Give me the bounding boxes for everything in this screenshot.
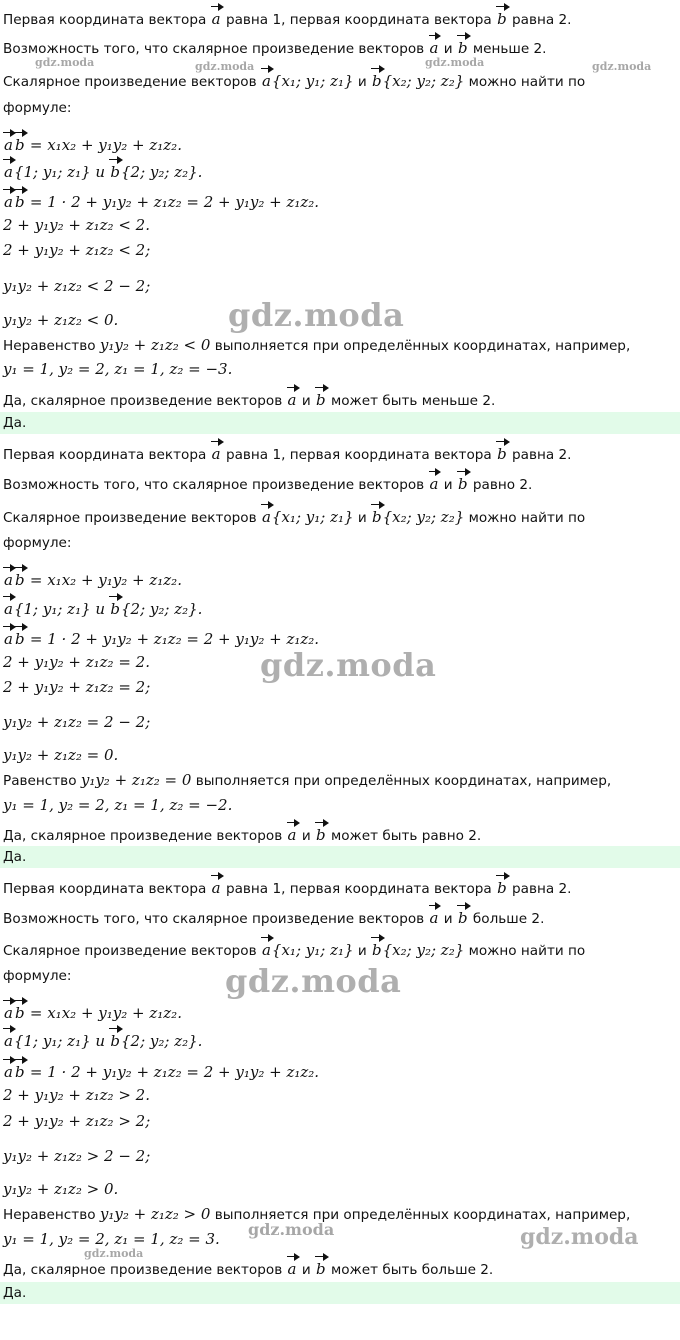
condition-line: Неравенство y₁y₂ + z₁z₂ < 0 выполняется при определённых координатах, например, <box>3 336 631 354</box>
watermark: gdz.moda <box>248 1220 335 1239</box>
vector-coordinates: a{1; y₁; z₁} и b{2; y₂; z₂}. <box>4 1032 203 1050</box>
condition-line: Равенство y₁y₂ + z₁z₂ = 0 выполняется при определённых координатах, например, <box>3 771 612 789</box>
vector-coordinates: a{1; y₁; z₁} и b{2; y₂; z₂}. <box>4 163 203 181</box>
math-step: 2 + y₁y₂ + z₁z₂ < 2; <box>3 241 151 259</box>
example-values: y₁ = 1, y₂ = 2, z₁ = 1, z₂ = −2. <box>3 796 233 814</box>
dot-product-formula: a b = x₁x₂ + y₁y₂ + z₁z₂. <box>4 571 182 589</box>
answer-box: Да. <box>0 1282 680 1304</box>
intro-line: Первая координата вектора a равна 1, первая координата вектора b равна 2. <box>3 445 572 463</box>
formula-intro-line: Скалярное произведение векторов a{x₁; y₁; z₁} и b{x₂; y₂; z₂} можно найти по <box>3 72 586 90</box>
answer-box: Да. <box>0 846 680 868</box>
formula-label: формуле: <box>3 535 72 551</box>
vector-a-symbol: a <box>429 39 439 57</box>
math-step: y₁y₂ + z₁z₂ < 0. <box>3 311 119 329</box>
example-values: y₁ = 1, y₂ = 2, z₁ = 1, z₂ = 3. <box>3 1230 220 1248</box>
solution-part-greater <box>0 872 680 1308</box>
math-step: 2 + y₁y₂ + z₁z₂ > 2. <box>3 1086 150 1104</box>
example-values: y₁ = 1, y₂ = 2, z₁ = 1, z₂ = −3. <box>3 360 233 378</box>
math-step: 2 + y₁y₂ + z₁z₂ = 2. <box>3 653 150 671</box>
formula-label: формуле: <box>3 968 72 984</box>
dot-product-formula: a b = x₁x₂ + y₁y₂ + z₁z₂. <box>4 136 182 154</box>
possibility-line: Возможность того, что скалярное произведение векторов a и b меньше 2. <box>3 39 547 57</box>
vector-b-symbol: b <box>457 39 468 57</box>
dot-product-formula: a b = x₁x₂ + y₁y₂ + z₁z₂. <box>4 1004 182 1022</box>
vector-a-symbol: a <box>211 10 221 28</box>
math-step: y₁y₂ + z₁z₂ = 0. <box>3 746 119 764</box>
math-step: 2 + y₁y₂ + z₁z₂ > 2; <box>3 1112 151 1130</box>
watermark: gdz.moda <box>425 56 485 69</box>
possibility-line: Возможность того, что скалярное произведение векторов a и b больше 2. <box>3 909 545 927</box>
watermark: gdz.moda <box>592 60 652 73</box>
conclusion-line: Да, скалярное произведение векторов a и b может быть меньше 2. <box>3 391 496 409</box>
watermark: gdz.moda <box>35 56 95 69</box>
answer-box: Да. <box>0 412 680 434</box>
intro-line: Первая координата вектора a равна 1, первая координата вектора b равна 2. <box>3 879 572 897</box>
formula-label: формуле: <box>3 100 72 116</box>
watermark: gdz.moda <box>520 1224 639 1250</box>
intro-line: Первая координата вектора a равна 1, первая координата вектора b равна 2. <box>3 10 572 28</box>
conclusion-line: Да, скалярное произведение векторов a и b может быть больше 2. <box>3 1260 494 1278</box>
math-step: y₁y₂ + z₁z₂ = 2 − 2; <box>3 713 151 731</box>
condition-line: Неравенство y₁y₂ + z₁z₂ > 0 выполняется при определённых координатах, например, <box>3 1205 631 1223</box>
vector-b-symbol: b <box>372 72 382 90</box>
watermark: gdz.moda <box>225 962 402 1000</box>
watermark: gdz.moda <box>228 296 405 334</box>
math-step: y₁y₂ + z₁z₂ > 2 − 2; <box>3 1147 151 1165</box>
substitution-step: a b = 1 · 2 + y₁y₂ + z₁z₂ = 2 + y₁y₂ + z₁z₂. <box>4 630 320 648</box>
vector-a-symbol: a <box>261 72 271 90</box>
math-step: 2 + y₁y₂ + z₁z₂ < 2. <box>3 216 150 234</box>
math-step: y₁y₂ + z₁z₂ < 2 − 2; <box>3 277 151 295</box>
vector-coordinates: a{1; y₁; z₁} и b{2; y₂; z₂}. <box>4 600 203 618</box>
conclusion-line: Да, скалярное произведение векторов a и b может быть равно 2. <box>3 826 482 844</box>
solution-part-less <box>0 0 680 436</box>
substitution-step: a b = 1 · 2 + y₁y₂ + z₁z₂ = 2 + y₁y₂ + z₁z₂. <box>4 193 320 211</box>
watermark: gdz.moda <box>84 1247 144 1260</box>
math-step: y₁y₂ + z₁z₂ > 0. <box>3 1180 119 1198</box>
formula-intro-line: Скалярное произведение векторов a{x₁; y₁; z₁} и b{x₂; y₂; z₂} можно найти по <box>3 508 586 526</box>
formula-intro-line: Скалярное произведение векторов a{x₁; y₁; z₁} и b{x₂; y₂; z₂} можно найти по <box>3 941 586 959</box>
solution-part-equal <box>0 436 680 872</box>
possibility-line: Возможность того, что скалярное произведение векторов a и b равно 2. <box>3 475 533 493</box>
watermark: gdz.moda <box>260 646 437 684</box>
math-step: 2 + y₁y₂ + z₁z₂ = 2; <box>3 678 151 696</box>
watermark: gdz.moda <box>195 60 255 73</box>
substitution-step: a b = 1 · 2 + y₁y₂ + z₁z₂ = 2 + y₁y₂ + z₁z₂. <box>4 1063 320 1081</box>
vector-b-symbol: b <box>497 10 507 28</box>
